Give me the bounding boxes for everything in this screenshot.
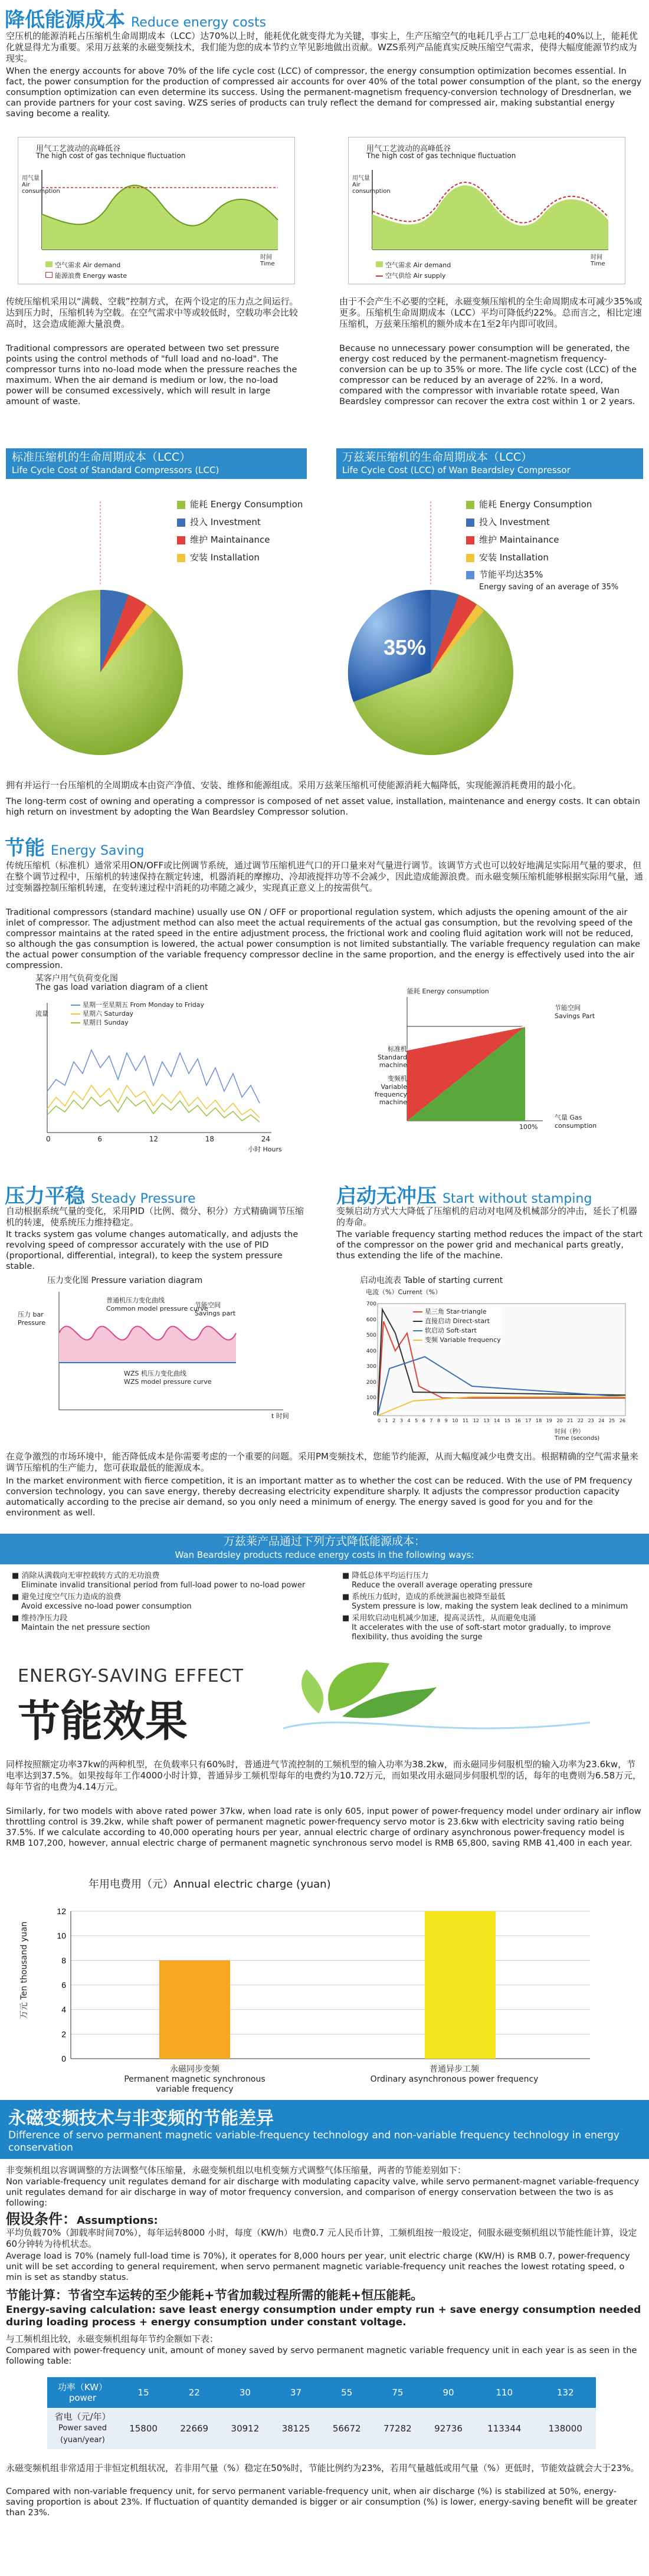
legend-energy: 能耗 Energy Consumption <box>177 495 303 513</box>
gas-y-unit: 流量 <box>35 1010 48 1018</box>
market-text-cn: 在竞争激烈的市场环境中，能否降低成本是你需要考虑的一个重要的问题。采用PM变频技术，您能节约能源，从而大幅度减少电费支出。根据精确的空气需求量来调节压缩机的生产能力，您可获取最低的能源成本。 <box>6 1451 638 1473</box>
gas-x-unit: 小时 Hours <box>248 1146 282 1153</box>
section-energy-saving <box>0 832 649 1180</box>
legend-air-demand <box>45 260 120 270</box>
x-axis-label: 时间 Time <box>260 254 275 267</box>
section-title: 节能 Energy Saving <box>5 836 145 860</box>
list-item: ■ 系统压力低时，造成的系统泄漏也被降至最低 System pressure is low, making the system leak declined to a minimum <box>342 1593 628 1611</box>
compare-cn: 与工频机组比较，永磁变频机组每年节约金额如下表： <box>6 2334 219 2344</box>
legend-label: 能源浪费 Energy waste <box>55 272 127 280</box>
pressure-chart-title: 压力变化图 Pressure variation diagram <box>47 1276 203 1285</box>
y-axis-label: 用气量 Air consumption <box>352 175 391 195</box>
left-text-en: Traditional compressors are operated between two set pressure points using the control methods of "full load and no-load". The compressor turns into no-load mode when the pressure reaches the maximum. When the air demand is medium or low, the no-load power will be consumed excessively, which will result in large amount of waste. <box>6 344 297 406</box>
start-x-label: 时间（秒） Time (seconds) <box>555 1429 600 1442</box>
ways-right-list <box>342 1571 643 1642</box>
legend-energy: 能耗 Energy Consumption <box>466 495 618 513</box>
savings-table <box>47 2377 596 2449</box>
foot-text-en: Compared with non-variable frequency unit, for servo permanent variable-frequency unit, when air discharge (%) is stabilized at 50%, energy-saving proportion is about 23%. If fluctuation of quantity demanded is bigger or air consumption (%) is lower, energy-saving benefit will be greater than 23%. <box>6 2487 637 2518</box>
list-item: ■ 降低总体平均运行压力 Reduce the overall average operating pressure <box>342 1571 533 1590</box>
demand-diagram-right <box>348 137 625 284</box>
start-legend: 星三角 Star-triangle 直接启动 Direct-start 软启动 Soft-start 变频 Variable frequency <box>413 1307 501 1345</box>
bar-title-cn: 万兹莱压缩机的生命周期成本（LCC） <box>342 451 533 464</box>
gas-diag-title-cn: 某客户用气负荷变化图 <box>35 974 118 983</box>
rd-vfd-label: 变频机 Variable frequency machine <box>374 1075 407 1106</box>
diagram-title-en: The high cost of gas technique fluctuation <box>366 152 516 160</box>
assume-title: 假设条件：Assumptions: <box>6 2211 158 2227</box>
steady-text-en: It tracks system gas volume changes automatically, and adjusts the revolving speed of compressor accurately with the use of PID (proportional, differential, integral), to keep the system pressure stable. <box>6 1230 299 1271</box>
demand-diagram-left <box>18 137 295 284</box>
lcc-legend-right <box>466 495 618 593</box>
gas-diag-title-en: The gas load variation diagram of a client <box>35 983 208 992</box>
list-item: ■ 避免过度空气压力造成的浪费 Avoid excessive no-load power consumption <box>12 1593 192 1611</box>
effect-title-en: ENERGY-SAVING EFFECT <box>18 1666 244 1686</box>
annual-charge-chart <box>35 1888 602 2065</box>
section-ways <box>0 1534 649 1640</box>
pressure-wzs-label: WZS 机压力变化曲线 WZS model pressure curve <box>124 1370 212 1386</box>
rd-saving-label: 节能空间 Savings Part <box>555 1004 595 1020</box>
start-y-label: 电流（%）Current（%） <box>366 1288 442 1296</box>
legend-label: 空气需求 Air demand <box>385 261 451 269</box>
section-title <box>5 4 266 32</box>
diagram-title-en: The high cost of gas technique fluctuation <box>36 152 186 160</box>
assume-text-cn: 平均负载70%（卸载率时间70%），每年运转8000 小时，每度（KW/h）电费0.7 元人民币计算，工频机组按一般设定，伺服永磁变频机组以节能性能计算，设定60分钟转为待机状态。 <box>6 2227 637 2249</box>
formula-cn: 节能计算：节省空车运转的至少能耗+节省加载过程所需的能耗+恒压能耗。 <box>6 2288 424 2302</box>
section-lcc <box>0 448 649 832</box>
legend-energy-waste <box>45 271 127 280</box>
bar-title-en: Life Cycle Cost of Standard Compressors (LCC) <box>12 465 219 475</box>
effect-text-cn: 同样按照额定功率37kw的两种机型，在负载率只有60%时，普通进气节流控制的工频机型的输入功率为38.2kw，而永磁同步伺服机型的输入功率为23.6kw，节电率达到37.5%。如果按每年工作4000小时计算，普通异步工频机型每年的电费约为10.72万元，而如果改用永磁同步伺服机型的话，每年的电费则为6.58万元，每年节省的电费为4.14万元。 <box>6 1759 642 1792</box>
pie-saving-pct: 35% <box>384 635 427 659</box>
cat-1-label: 永磁同步变频 Permanent magnetic synchronous variable frequency <box>124 2065 266 2094</box>
rd-standard-label: 标准机 Standard machine <box>377 1045 407 1069</box>
legend-investment: 投入 Investment <box>466 513 618 531</box>
section-difference <box>0 2100 649 2576</box>
legend-label: 空气需求 Air demand <box>55 261 121 269</box>
section-reduce-energy-costs <box>0 0 649 448</box>
ways-bar: 万兹莱产品通过下列方式降低能源成本： Wan Beardsley products reduce energy costs in the following ways: <box>0 1534 649 1564</box>
start-text-cn: 变频启动方式大大降低了压缩机的启动对电网及机械部分的冲击，延长了机器的寿命。 <box>336 1206 638 1228</box>
lcc-legend-left <box>177 495 303 566</box>
start-chart-title: 启动电流表 Table of starting current <box>360 1276 503 1285</box>
table-row: 功率（KW） power 15 22 30 37 55 75 90 110 132 <box>47 2377 596 2408</box>
title-en: Reduce energy costs <box>131 15 267 30</box>
start-yticks: 700 600 500 400 300 200 100 0 <box>366 1301 376 1417</box>
pressure-saving-label: 节能空间 Savings part <box>195 1301 236 1317</box>
energy-text-cn: 传统压缩机（标准机）通常采用ON/OFF或比例调节系统，通过调节压缩机进气口的开口量来对气量进行调节。该调节方式也可以较好地满足实际用气量的要求，但在整个调节过程中，压缩机的转速保持在额定转速，机器消耗的摩擦功、冷却液搅拌功等不会减少，因此造成能源浪费。而永磁变频压缩机能够根据实际用气量，通过变频器控制压缩机转速，在变转速过程中消耗的功率随之减少，实现真正意义上的按需供气。 <box>6 860 644 893</box>
x-axis-label: 时间 Time <box>591 254 605 267</box>
rd-x-label: 气量 Gas consumption <box>555 1114 597 1130</box>
start-text-en: The variable frequency starting method reduces the impact of the start of the compressor on the power grid and mechanical parts greatly, thus extending the life of the machine. <box>336 1230 643 1261</box>
lcc-bar-standard <box>6 448 307 479</box>
right-text-cn: 由于不会产生不必要的空耗，永磁变频压缩机的全生命周期成本可减少35%或更多。压缩机生命周期成本（LCC）平均可降低约22%。总而言之，相比定速压缩机，万兹莱压缩机的额外成本在1至2年内即可收回。 <box>339 296 643 329</box>
market-text-en: In the market environment with fierce competition, it is an important matter as to whether the cost can be reduced. With the use of PM frequency conversion technology, you can save energy, thereby decreasing electricity expenditure sharply. It adjusts the compressor production capacity automatically according to the precise air demand, so you only need a minimum of energy. The energy saved is good for you and for the environment as well. <box>6 1476 632 1518</box>
lcc-text-cn: 拥有并运行一台压缩机的全周期成本由资产净值、安装、维修和能源组成。采用万兹莱压缩机可使能源消耗大幅降低，实现能源消耗费用的最小化。 <box>6 780 582 790</box>
section-pressure-charts <box>0 1274 649 1522</box>
chart-ylabel: 万元 Ten thousand yuan <box>19 1921 29 2019</box>
list-item: ■ 维持净压力段 Maintain the net pressure section <box>12 1614 150 1632</box>
rd-pct-label: 100% <box>519 1123 538 1131</box>
leaf-decoration <box>260 1652 614 1746</box>
lcc-bar-wan <box>336 448 643 479</box>
bar-title-cn: 标准压缩机的生命周期成本（LCC） <box>12 451 191 464</box>
legend-maintenance: 维护 Maintainance <box>177 531 303 549</box>
diagram-title-cn: 用气工艺波动的高峰低谷 <box>36 145 121 153</box>
effect-title-cn: 节能效果 <box>18 1696 188 1746</box>
legend-saving: 节能平均达35% Energy saving of an average of 35% <box>466 569 618 593</box>
y-tick-label: 10 <box>57 1931 66 1941</box>
legend-label: 空气供给 Air supply <box>385 272 446 280</box>
ways-left-list <box>12 1571 319 1633</box>
list-item: ■ 采用软启动电机减少加速，提高灵活性，从而避免电涌 It accelerates with the use of soft-start motor gradually, to improve flexibility, thus avoiding the surge <box>342 1614 611 1642</box>
y-tick-label: 12 <box>57 1906 66 1916</box>
legend-air-supply <box>376 271 445 280</box>
y-tick-label: 8 <box>61 1955 66 1965</box>
formula-en: Energy-saving calculation: save least energy consumption under empty run + save energy consumption needed during loading process + energy consumption under constant voltage. <box>6 2304 641 2328</box>
bar-1 <box>159 1960 230 2059</box>
y-tick-label: 4 <box>61 2004 66 2014</box>
cat-2-label: 普通异步工频 Ordinary asynchronous power frequency <box>370 2065 539 2084</box>
intro-en: When the energy accounts for above 70% of the life cycle cost (LCC) of compressor, the energy consumption optimization becomes essential. In fact, the power consumption for the production of compressed air accounts for over 40% of the total power consumption of the plant, so the energy consumption optimization can even determine its success. Using the permanent-magnetism frequency-conversion technology of Dresdnerlan, we can provide partners for your cost saving. WZS series of products can truly reflect the demand for compressed air, making substantial energy saving become a reality. <box>6 67 642 119</box>
start-xticks: 0 1 2 3 4 5 6 7 8 9 10 11 12 13 14 15 16 17 18 19 20 21 22 23 24 25 26 <box>378 1418 625 1423</box>
y-tick-label: 6 <box>61 1980 66 1990</box>
pressure-x-label: t 时间 <box>271 1412 289 1420</box>
pressure-y-label: 压力 bar Pressure <box>18 1311 45 1327</box>
left-text-cn: 传统压缩机采用以“满载、空载”控制方式，在两个设定的压力点之间运行。达到压力时，压缩机转为空载。在空气需求中等或较低时，空载功率会比较高时，这会造成能源大量浪费。 <box>6 296 299 329</box>
section-energy-effect <box>0 1652 649 2100</box>
rd-energy-label: 能耗 Energy consumption <box>407 987 489 995</box>
table-row: 省电（元/年） Power saved (yuan/year) 15800 22669 30912 38125 56672 77282 92736 113344 138000 <box>47 2408 596 2449</box>
diff-text-en: Non variable-frequency unit regulates demand for air discharge with modulating capacity valve, while servo permanent-magnet variable-frequency unit regulates demand for air discharge in way of motor frequency conversion, and comparison of energy conservation between the two is as following: <box>6 2177 640 2208</box>
intro-cn: 空压机的能源消耗占压缩机生命周期成本（LCC）达70%以上时，能耗优化就变得尤为关键，事实上，生产压缩空气的电耗几乎占工厂总电耗的40%以上，能耗优化就显得尤为重要。采用万兹莱的永磁变频技术，我们能为您的成本节约立竿见影地做出贡献。WZS系列产品能真实反映压缩空气需求，使得大幅度能源节约成为现实。 <box>6 31 638 64</box>
effect-text-en: Similarly, for two models with above rated power 37kw, when load rate is only 605, input power of power-frequency model under ordinary air inflow throttling control is 39.2kw, while shaft power of permanent magnetic power-frequency servo motor is 23.6kw with electricity saving ratio being 37.5%. If we calculate according to 40,000 operating hours per year, annual electric charge of ordinary asynchronous power-frequency model is RMB 107,200, however, annual electric charge of permanent magnetic synchronous servo model is RMB 65,800, saving RMB 41,400 in each year. <box>6 1807 641 1848</box>
bar-title-en: Life Cycle Cost (LCC) of Wan Beardsley Compressor <box>342 465 571 475</box>
steady-pressure-title: 压力平稳 Steady Pressure <box>5 1184 196 1208</box>
legend-installation: 安装 Installation <box>466 549 618 566</box>
lcc-text-en: The long-term cost of owning and operating a compressor is composed of net asset value, installation, maintenance and energy costs. It can obtain high return on investment by adopting the Wan Beardsley Compressor solution. <box>6 797 641 817</box>
gas-legend: 星期一至星期五 From Monday to Friday 星期六 Saturday 星期日 Sunday <box>71 1000 204 1027</box>
compare-en: Compared with power-frequency unit, amount of money saved by servo permanent magnetic variable frequency unit in each year is as seen in the following table: <box>6 2346 637 2366</box>
diagram-title-cn: 用气工艺波动的高峰低谷 <box>366 145 451 153</box>
list-item: ■ 消除从满载向无审控载转方式的无功浪费 Eliminate invalid transitional period from full-load power to no-load power <box>12 1571 306 1590</box>
bar-2 <box>425 1911 496 2059</box>
steady-text-cn: 自动根据系统气量的变化，采用PID（比例、微分、积分）方式精确调节压缩机的转速，使系统压力维持稳定。 <box>6 1206 304 1228</box>
y-tick-label: 2 <box>61 2029 66 2039</box>
chart-title: 年用电费用（元）Annual electric charge (yuan) <box>88 1878 331 1891</box>
legend-air-demand <box>376 260 451 270</box>
right-text-en: Because no unnecessary power consumption will be generated, the energy cost reduced by the permanent-magnetism frequency-conversion can be up to 35% or more. The life cycle cost (LCC) of the compressor can be reduced by an average of 22%. In a word, compared with the compressor with invariable rotate speed, Wan Beardsley compressor can recover the extra cost within 1 or 2 years. <box>339 344 637 406</box>
pie-standard <box>12 495 189 767</box>
legend-investment: 投入 Investment <box>177 513 303 531</box>
foot-text-cn: 永磁变频机组非常适用于非恒定机组状况，若非用气量（%）稳定在50%时，节能比例约为23%，若用气量越低或用气量（%）更低时，节能效益就会大于23%。 <box>6 2463 640 2473</box>
pressure-ordinary-label: 普通机压力变化曲线 Common model pressure curve <box>106 1297 208 1312</box>
legend-maintenance: 维护 Maintainance <box>466 531 618 549</box>
section-pressure-start <box>0 1180 649 1271</box>
diff-text-cn: 非变频机组以容调调整的方法调整气体压缩量，永磁变频机组以电机变频方式调整气体压缩量，两者的节能差别如下： <box>6 2165 467 2175</box>
y-axis-label: 用气量 Air consumption <box>22 175 60 195</box>
title-cn: 降低能源成本 <box>5 8 125 32</box>
start-title: 启动无冲压 Start without stamping <box>336 1184 592 1208</box>
assume-text-en: Average load is 70% (namely full-load time is 70%), it operates for 8,000 hours per year, unit electric charge (KW/H) is RMB 0.7, power-frequency unit will be set according to general requirement, when servo permanent magnetic variable-frequency unit reaches the lowest rotating speed, o min is set as standby status. <box>6 2252 630 2282</box>
gas-xticks: 0 6 12 18 24 <box>46 1135 270 1143</box>
y-tick-label: 0 <box>61 2054 66 2063</box>
energy-text-en: Traditional compressors (standard machine) usually use ON / OFF or proportional regulation system, which adjusts the opening amount of the air inlet of compressor. The adjustment method can also meet the actual requirements of the actual gas consumption, but the revolving speed of the compressor maintains at the rated speed in the entire adjustment process, the frictional work and cooling fluid agitation work will not be reduced, so although the gas consumption is lowered, the actual power consumption is not limited substantially. The variable frequency regulation can make the actual power consumption of the variable frequency compressor decline in the same proportion, and the energy is effectively used into the air compression. <box>6 908 641 970</box>
legend-installation: 安装 Installation <box>177 549 303 566</box>
difference-bar: 永磁变频技术与非变频的节能差异 Difference of servo permanent magnetic variable-frequency technology and non-variable frequency technology in energy conservation <box>0 2100 649 2159</box>
